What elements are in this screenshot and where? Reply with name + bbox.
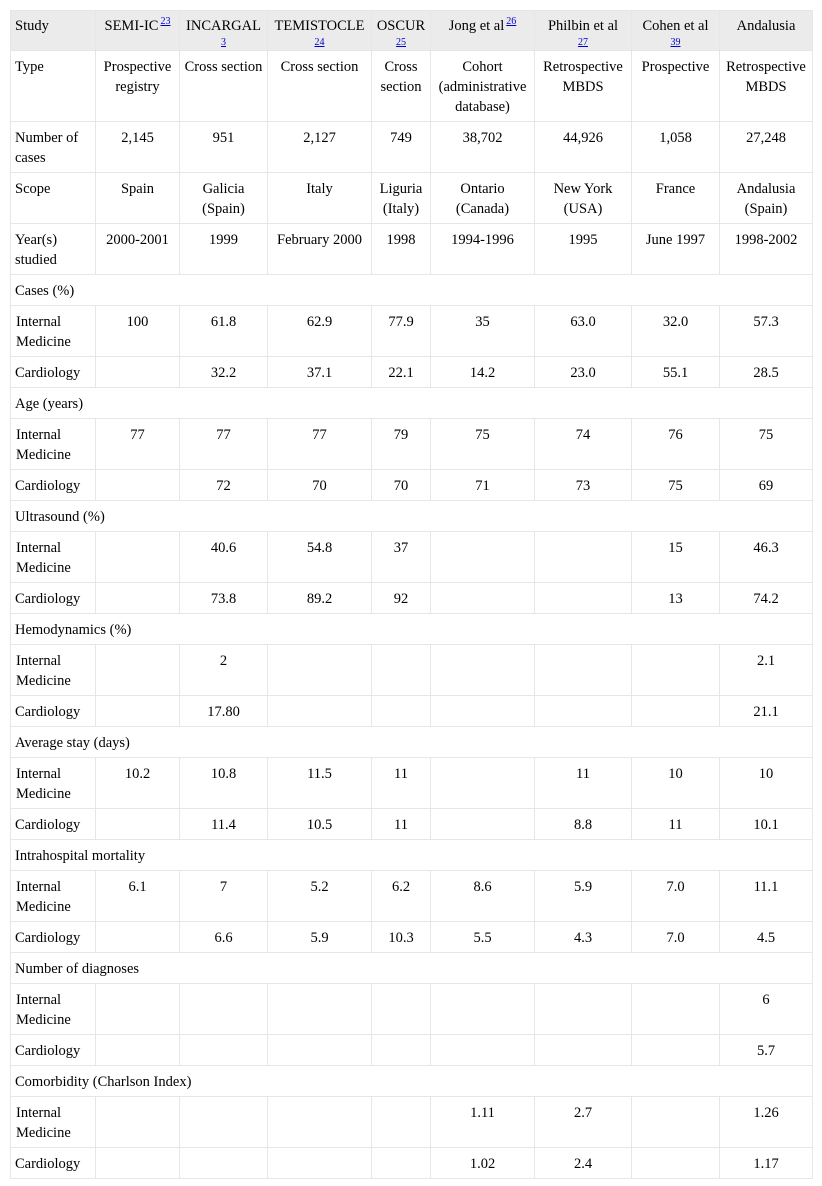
study-name: INCARGAL	[186, 18, 261, 34]
table-row	[11, 122, 813, 173]
row-label: Cardiology	[11, 583, 96, 614]
table-cell: 11	[372, 758, 431, 809]
reference-link[interactable]: 3	[221, 37, 226, 48]
table-cell	[268, 1035, 372, 1066]
table-cell: 1.02	[431, 1148, 535, 1179]
table-cell: 77	[268, 419, 372, 470]
row-label: Cardiology	[11, 1148, 96, 1179]
section-heading: Comorbidity (Charlson Index)	[11, 1066, 813, 1097]
table-cell: 38,702	[431, 122, 535, 173]
table-cell: 46.3	[720, 532, 813, 583]
table-cell: 71	[431, 470, 535, 501]
table-cell: 4.3	[535, 922, 632, 953]
table-cell: 70	[372, 470, 431, 501]
row-label: Cardiology	[11, 470, 96, 501]
table-cell: 11	[535, 758, 632, 809]
table-cell: 77	[180, 419, 268, 470]
table-cell: 1995	[535, 224, 632, 275]
table-cell: 75	[720, 419, 813, 470]
header-study-jong-et-al	[431, 11, 535, 51]
table-cell: 73.8	[180, 583, 268, 614]
table-cell	[96, 696, 180, 727]
reference-link[interactable]: 26	[506, 16, 517, 28]
table-cell: 62.9	[268, 306, 372, 357]
header-row	[11, 11, 813, 51]
table-body	[11, 11, 813, 1179]
row-label: Internal Medicine	[11, 1097, 96, 1148]
table-cell: Cross section	[180, 51, 268, 122]
row-label: Internal Medicine	[11, 758, 96, 809]
row-label: Type	[11, 51, 96, 122]
study-name: TEMISTOCLE	[274, 18, 365, 34]
section-row	[11, 275, 813, 306]
section-row	[11, 501, 813, 532]
table-cell	[96, 809, 180, 840]
table-cell	[431, 583, 535, 614]
table-cell: 11.1	[720, 871, 813, 922]
table-row	[11, 922, 813, 953]
table-cell: Ontario (Canada)	[431, 173, 535, 224]
reference-link[interactable]: 25	[396, 37, 406, 48]
section-row	[11, 614, 813, 645]
table-cell: 35	[431, 306, 535, 357]
table-row	[11, 306, 813, 357]
table-cell: Liguria (Italy)	[372, 173, 431, 224]
reference-link[interactable]: 24	[314, 37, 325, 48]
table-cell: 951	[180, 122, 268, 173]
table-row	[11, 419, 813, 470]
table-cell: 2000-2001	[96, 224, 180, 275]
reference-line	[376, 35, 426, 48]
table-cell	[96, 357, 180, 388]
header-study-philbin-et-al	[535, 11, 632, 51]
section-row	[11, 840, 813, 871]
row-label: Internal Medicine	[11, 984, 96, 1035]
study-name: Jong et al	[448, 18, 505, 34]
study-name: Philbin et al	[547, 18, 619, 34]
table-cell	[268, 984, 372, 1035]
table-cell: 44,926	[535, 122, 632, 173]
table-row	[11, 173, 813, 224]
table-cell	[535, 532, 632, 583]
table-cell	[431, 532, 535, 583]
table-cell	[372, 1097, 431, 1148]
table-cell: 1,058	[632, 122, 720, 173]
table-cell: 8.6	[431, 871, 535, 922]
table-cell	[372, 645, 431, 696]
table-cell: 10.1	[720, 809, 813, 840]
table-cell	[96, 922, 180, 953]
table-cell: 79	[372, 419, 431, 470]
table-cell: 70	[268, 470, 372, 501]
table-cell	[96, 984, 180, 1035]
table-cell: 8.8	[535, 809, 632, 840]
table-cell: 1.26	[720, 1097, 813, 1148]
table-cell: February 2000	[268, 224, 372, 275]
section-heading: Number of diagnoses	[11, 953, 813, 984]
table-cell: 77.9	[372, 306, 431, 357]
table-cell: 2,145	[96, 122, 180, 173]
table-cell: France	[632, 173, 720, 224]
table-cell	[372, 1148, 431, 1179]
table-cell: 37.1	[268, 357, 372, 388]
table-cell: 1994-1996	[431, 224, 535, 275]
table-cell: Prospective registry	[96, 51, 180, 122]
table-cell: 74	[535, 419, 632, 470]
table-cell: 32.0	[632, 306, 720, 357]
table-cell: 63.0	[535, 306, 632, 357]
table-row	[11, 1148, 813, 1179]
table-cell: 6.6	[180, 922, 268, 953]
study-name: SEMI-IC	[104, 18, 159, 34]
table-cell	[632, 1035, 720, 1066]
table-cell: 72	[180, 470, 268, 501]
table-row	[11, 809, 813, 840]
table-cell: 92	[372, 583, 431, 614]
table-cell: 5.2	[268, 871, 372, 922]
table-cell: Cross section	[268, 51, 372, 122]
header-study-semi-ic	[96, 11, 180, 51]
table-cell	[431, 1035, 535, 1066]
table-cell: 1999	[180, 224, 268, 275]
table-cell	[632, 696, 720, 727]
table-cell: 17.80	[180, 696, 268, 727]
table-cell: 1.17	[720, 1148, 813, 1179]
reference-link[interactable]: 23	[160, 16, 171, 28]
table-row	[11, 1035, 813, 1066]
row-label: Internal Medicine	[11, 419, 96, 470]
reference-link[interactable]: 27	[578, 37, 588, 48]
table-cell: 89.2	[268, 583, 372, 614]
study-name: Andalusia	[736, 18, 796, 34]
table-cell: 2	[180, 645, 268, 696]
table-cell: 22.1	[372, 357, 431, 388]
table-row	[11, 51, 813, 122]
table-cell	[96, 1097, 180, 1148]
study-comparison-table-wrapper	[10, 10, 812, 1179]
row-label: Cardiology	[11, 357, 96, 388]
row-label: Internal Medicine	[11, 645, 96, 696]
table-cell: 10	[632, 758, 720, 809]
study-name: OSCUR	[376, 18, 426, 34]
table-cell: 76	[632, 419, 720, 470]
section-row	[11, 727, 813, 758]
table-row	[11, 357, 813, 388]
table-cell: New York (USA)	[535, 173, 632, 224]
table-cell: Spain	[96, 173, 180, 224]
table-cell	[535, 984, 632, 1035]
table-cell: 2.7	[535, 1097, 632, 1148]
table-cell	[180, 1097, 268, 1148]
table-cell: 5.5	[431, 922, 535, 953]
section-heading: Cases (%)	[11, 275, 813, 306]
row-label: Scope	[11, 173, 96, 224]
table-cell: 27,248	[720, 122, 813, 173]
table-cell: 6.1	[96, 871, 180, 922]
reference-line	[184, 35, 263, 48]
table-cell	[431, 645, 535, 696]
table-cell: 11	[632, 809, 720, 840]
section-heading: Age (years)	[11, 388, 813, 419]
table-cell	[268, 1097, 372, 1148]
table-cell: 69	[720, 470, 813, 501]
table-cell: 74.2	[720, 583, 813, 614]
table-cell: 1998-2002	[720, 224, 813, 275]
header-study-temistocle	[268, 11, 372, 51]
table-cell: 15	[632, 532, 720, 583]
table-cell: 2.1	[720, 645, 813, 696]
table-cell: Retrospective MBDS	[720, 51, 813, 122]
table-cell: 6.2	[372, 871, 431, 922]
table-cell: 32.2	[180, 357, 268, 388]
table-cell	[268, 696, 372, 727]
table-cell: 75	[632, 470, 720, 501]
table-cell: 7.0	[632, 871, 720, 922]
table-cell: 10	[720, 758, 813, 809]
table-cell: 57.3	[720, 306, 813, 357]
row-label: Cardiology	[11, 809, 96, 840]
row-label: Cardiology	[11, 922, 96, 953]
table-cell: 2,127	[268, 122, 372, 173]
table-cell	[632, 645, 720, 696]
table-cell	[535, 583, 632, 614]
row-label: Year(s) studied	[11, 224, 96, 275]
table-cell	[431, 758, 535, 809]
table-cell	[431, 984, 535, 1035]
row-label: Internal Medicine	[11, 306, 96, 357]
section-heading: Intrahospital mortality	[11, 840, 813, 871]
table-cell: 1998	[372, 224, 431, 275]
section-heading: Ultrasound (%)	[11, 501, 813, 532]
table-cell: 11.4	[180, 809, 268, 840]
section-heading: Average stay (days)	[11, 727, 813, 758]
table-cell: 11.5	[268, 758, 372, 809]
table-cell: 10.2	[96, 758, 180, 809]
table-row	[11, 645, 813, 696]
reference-line	[539, 35, 627, 48]
reference-link[interactable]: 39	[670, 37, 681, 48]
header-study-cohen-et-al	[632, 11, 720, 51]
table-cell: 40.6	[180, 532, 268, 583]
table-cell	[96, 532, 180, 583]
table-cell: 2.4	[535, 1148, 632, 1179]
table-cell: 75	[431, 419, 535, 470]
table-cell	[268, 645, 372, 696]
table-cell	[372, 696, 431, 727]
table-cell: 54.8	[268, 532, 372, 583]
table-cell	[372, 984, 431, 1035]
table-cell: 55.1	[632, 357, 720, 388]
table-cell	[180, 984, 268, 1035]
row-label: Number of cases	[11, 122, 96, 173]
table-cell: 5.9	[535, 871, 632, 922]
table-cell	[535, 696, 632, 727]
table-row	[11, 1097, 813, 1148]
table-cell: 77	[96, 419, 180, 470]
row-label: Cardiology	[11, 696, 96, 727]
table-cell: 23.0	[535, 357, 632, 388]
table-cell	[632, 1097, 720, 1148]
table-cell: 10.5	[268, 809, 372, 840]
table-cell: 10.3	[372, 922, 431, 953]
table-row	[11, 224, 813, 275]
table-cell	[535, 1035, 632, 1066]
header-study-oscur	[372, 11, 431, 51]
table-cell: 7	[180, 871, 268, 922]
header-study-incargal	[180, 11, 268, 51]
table-cell	[96, 1148, 180, 1179]
table-cell	[431, 809, 535, 840]
section-heading: Hemodynamics (%)	[11, 614, 813, 645]
study-comparison-table	[10, 10, 813, 1179]
table-cell	[96, 1035, 180, 1066]
table-cell: 73	[535, 470, 632, 501]
row-label: Internal Medicine	[11, 871, 96, 922]
table-cell	[535, 645, 632, 696]
table-cell	[96, 583, 180, 614]
table-cell: Italy	[268, 173, 372, 224]
table-cell: 5.7	[720, 1035, 813, 1066]
table-row	[11, 583, 813, 614]
table-cell: 100	[96, 306, 180, 357]
section-row	[11, 388, 813, 419]
table-row	[11, 758, 813, 809]
table-cell: 10.8	[180, 758, 268, 809]
section-row	[11, 1066, 813, 1097]
table-cell: 14.2	[431, 357, 535, 388]
table-cell: 28.5	[720, 357, 813, 388]
table-cell: 37	[372, 532, 431, 583]
table-cell: 4.5	[720, 922, 813, 953]
table-cell	[268, 1148, 372, 1179]
header-study-label: Study	[11, 11, 96, 51]
table-cell: 11	[372, 809, 431, 840]
row-label: Cardiology	[11, 1035, 96, 1066]
table-cell: Andalusia (Spain)	[720, 173, 813, 224]
table-cell: Galicia (Spain)	[180, 173, 268, 224]
table-cell: Cross section	[372, 51, 431, 122]
table-cell: 61.8	[180, 306, 268, 357]
table-cell: 749	[372, 122, 431, 173]
table-cell	[96, 470, 180, 501]
section-row	[11, 953, 813, 984]
table-cell: 13	[632, 583, 720, 614]
table-cell	[431, 696, 535, 727]
header-study-andalusia	[720, 11, 813, 51]
table-cell: Retrospective MBDS	[535, 51, 632, 122]
table-cell	[180, 1148, 268, 1179]
table-cell: 21.1	[720, 696, 813, 727]
table-cell	[632, 984, 720, 1035]
table-cell: June 1997	[632, 224, 720, 275]
table-cell: 1.11	[431, 1097, 535, 1148]
table-cell: 7.0	[632, 922, 720, 953]
table-cell	[180, 1035, 268, 1066]
table-cell	[372, 1035, 431, 1066]
table-cell	[632, 1148, 720, 1179]
table-row	[11, 470, 813, 501]
table-row	[11, 871, 813, 922]
row-label: Internal Medicine	[11, 532, 96, 583]
table-cell: Prospective	[632, 51, 720, 122]
table-cell: 6	[720, 984, 813, 1035]
table-cell: 5.9	[268, 922, 372, 953]
table-row	[11, 532, 813, 583]
table-cell	[96, 645, 180, 696]
table-cell: Cohort (administrative database)	[431, 51, 535, 122]
study-name: Cohen et al	[642, 18, 709, 34]
reference-line	[272, 35, 367, 48]
table-row	[11, 696, 813, 727]
table-row	[11, 984, 813, 1035]
reference-line	[636, 35, 715, 48]
